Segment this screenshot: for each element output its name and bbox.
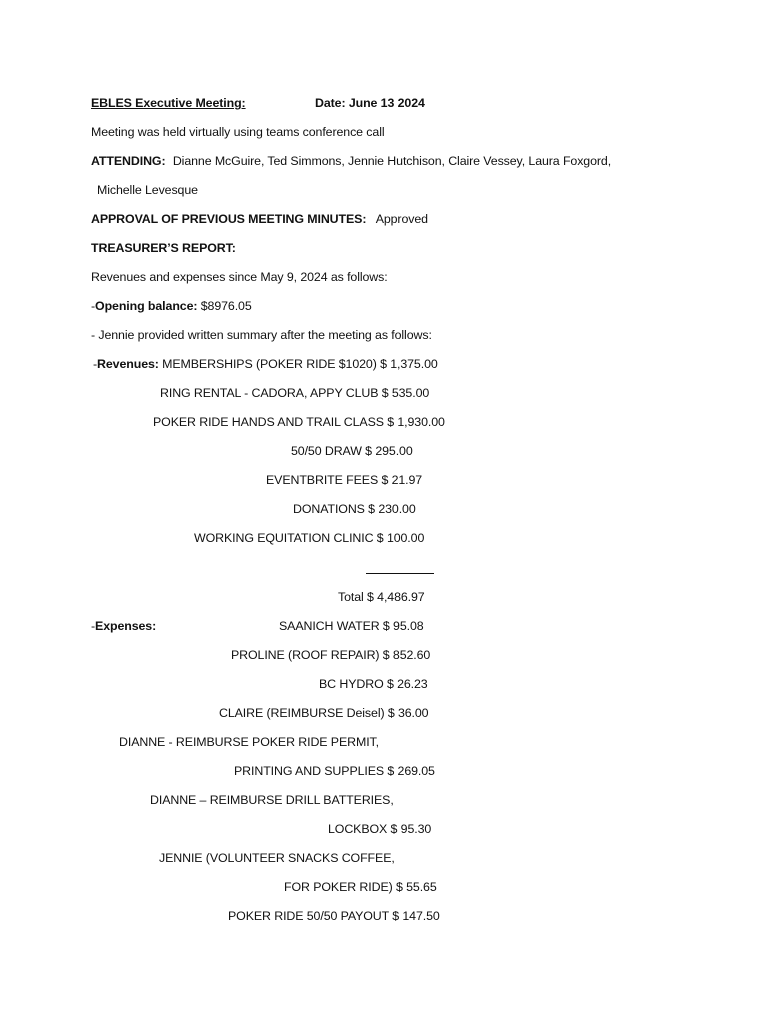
opening-balance-label: Opening balance:	[95, 299, 198, 313]
revenues-label: Revenues:	[97, 357, 159, 371]
revenue-item: 50/50 DRAW $ 295.00	[291, 444, 413, 458]
expense-item: SAANICH WATER $ 95.08	[279, 619, 424, 633]
total-rule	[366, 573, 434, 574]
treasurer-intro: Revenues and expenses since May 9, 2024 as follows:	[91, 270, 388, 284]
approval-line	[91, 211, 428, 227]
expenses-label: Expenses:	[95, 619, 157, 633]
expenses-line	[91, 618, 156, 634]
attending-line	[91, 153, 611, 169]
revenue-item: RING RENTAL - CADORA, APPY CLUB $ 535.00	[160, 386, 430, 400]
meeting-date: Date: June 13 2024	[315, 96, 425, 110]
opening-prefix: -	[91, 299, 96, 313]
treasurer-heading: TREASURER’S REPORT:	[91, 241, 236, 255]
revenue-item: MEMBERSHIPS (POKER RIDE $1020) $ 1,375.00	[162, 357, 438, 371]
revenues-total: Total $ 4,486.97	[338, 590, 425, 604]
attending-names-continued: Michelle Levesque	[97, 183, 198, 197]
expense-item: CLAIRE (REIMBURSE Deisel) $ 36.00	[219, 706, 429, 720]
revenue-item: POKER RIDE HANDS AND TRAIL CLASS $ 1,930.00	[153, 415, 445, 429]
approval-label: APPROVAL OF PREVIOUS MEETING MINUTES:	[91, 212, 367, 226]
expense-item: BC HYDRO $ 26.23	[319, 677, 428, 691]
summary-note: - Jennie provided written summary after the meeting as follows:	[91, 328, 432, 342]
expense-item: DIANNE - REIMBURSE POKER RIDE PERMIT,	[119, 735, 379, 749]
expense-item: FOR POKER RIDE) $ 55.65	[284, 880, 437, 894]
revenue-item: WORKING EQUITATION CLINIC $ 100.00	[194, 531, 425, 545]
expense-item: POKER RIDE 50/50 PAYOUT $ 147.50	[228, 909, 440, 923]
attending-names: Dianne McGuire, Ted Simmons, Jennie Hutchison, Claire Vessey, Laura Foxgord,	[172, 154, 612, 168]
expense-item: DIANNE – REIMBURSE DRILL BATTERIES,	[150, 793, 394, 807]
expenses-prefix: -	[91, 619, 96, 633]
expense-item: PRINTING AND SUPPLIES $ 269.05	[234, 764, 435, 778]
expense-item: JENNIE (VOLUNTEER SNACKS COFFEE,	[159, 851, 395, 865]
revenues-line	[93, 356, 438, 372]
expense-item: LOCKBOX $ 95.30	[328, 822, 432, 836]
approval-value: Approved	[375, 212, 428, 226]
meeting-note: Meeting was held virtually using teams conference call	[91, 125, 385, 139]
meeting-title: EBLES Executive Meeting:	[91, 96, 246, 110]
revenue-item: DONATIONS $ 230.00	[293, 502, 416, 516]
opening-balance-line	[91, 298, 252, 314]
revenue-item: EVENTBRITE FEES $ 21.97	[266, 473, 423, 487]
opening-balance-value: $8976.05	[200, 299, 252, 313]
attending-label: ATTENDING:	[91, 154, 166, 168]
expense-item: PROLINE (ROOF REPAIR) $ 852.60	[231, 648, 431, 662]
revenues-prefix: -	[93, 357, 98, 371]
